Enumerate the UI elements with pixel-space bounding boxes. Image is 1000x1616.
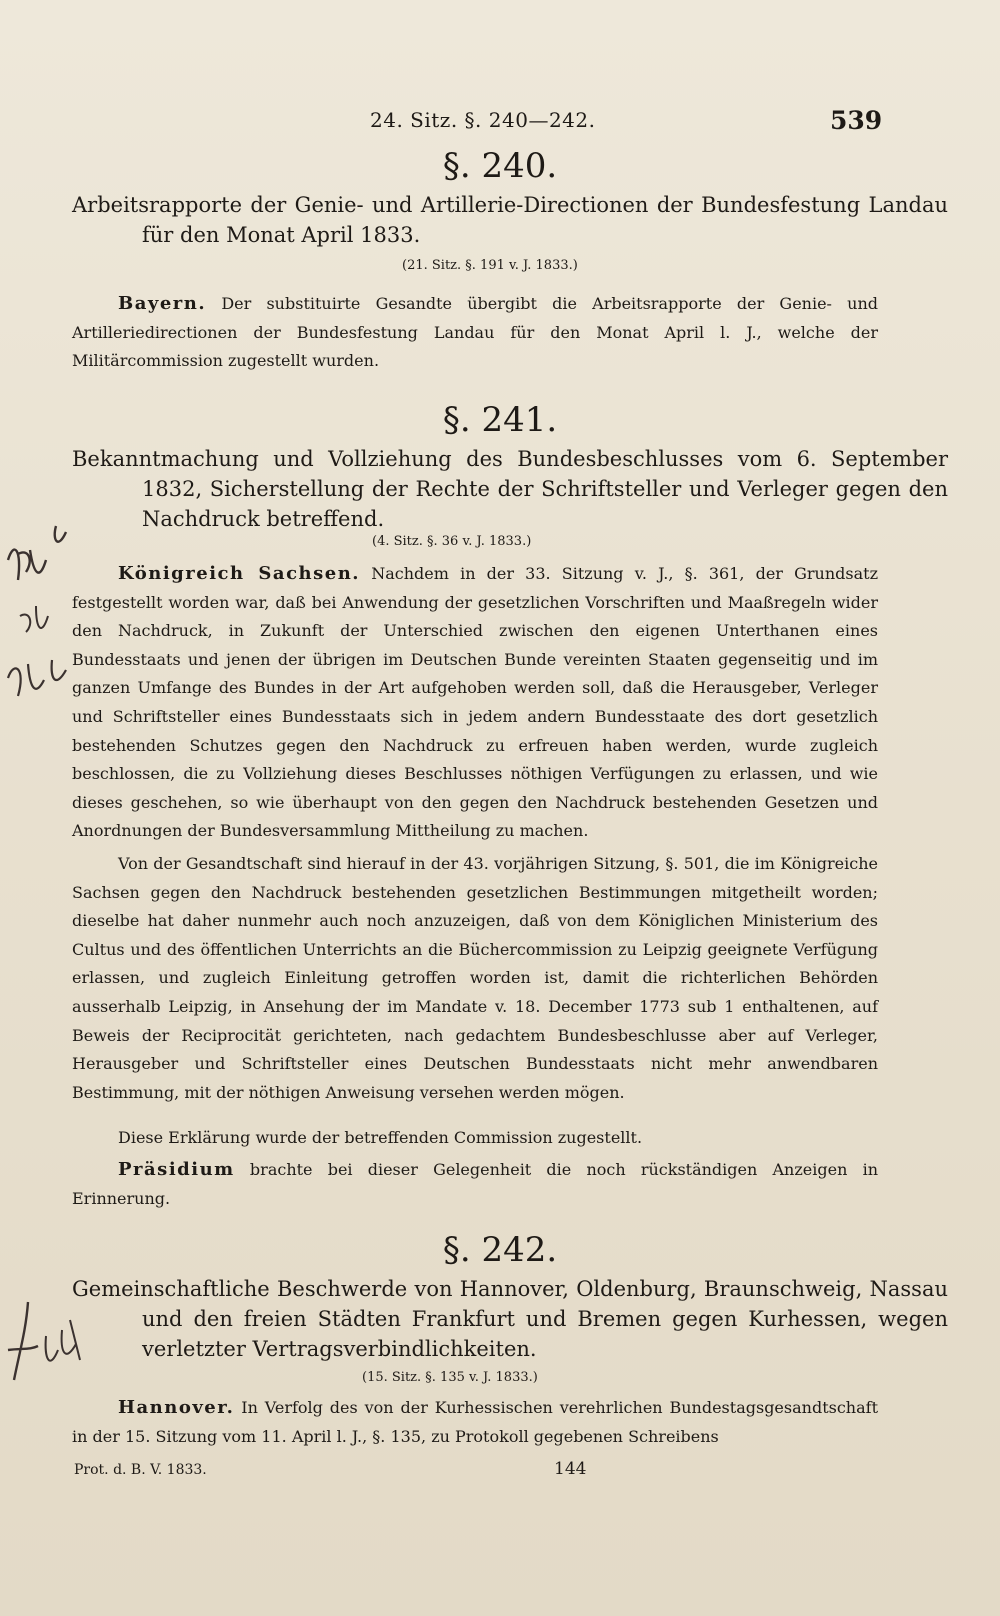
- section-241-title: Bekanntmachung und Vollziehung des Bundesbeschlusses vom 6. September 1832, Sicherstellung der Rechte der Schriftsteller und Verleger gegen den Nachdruck betreffend.: [72, 447, 948, 531]
- section-242-text: In Verfolg des von der Kurhessischen verehrlichen Bundestagsgesandtschaft in der 15. Sitzung vom 11. April l. J., §. 135, zu Protokoll gegebenen Schreibens: [72, 1398, 878, 1446]
- section-242-lead: Hannover.: [118, 1397, 235, 1418]
- section-241-paragraph-4: [72, 1156, 878, 1213]
- section-241-paragraph-2: Von der Gesandtschaft sind hierauf in der 43. vorjährigen Sitzung, §. 501, die im Königreiche Sachsen gegen den Nachdruck bestehenden gesetzlichen Bestimmungen mitgetheilt worden; dieselbe hat daher nunmehr auch noch anzuzeigen, daß von dem Königlichen Ministerium des Cultus und des öffentlichen Unterrichts an die Büchercommission zu Leipzig geeignete Verfügung erlassen, und zugleich Einleitung getroffen worden ist, damit die richterlichen Behörden ausserhalb Leipzig, in Ansehung der im Mandate v. 18. December 1773 sub 1 enthaltenen, auf Beweis der Reciprocität gerichteten, nach gedachtem Bundesbeschlusse aber auf Verleger, Herausgeber und Schriftsteller eines Deutschen Bundesstaats nicht mehr anwendbaren Bestimmung, mit der nöthigen Anweisung versehen werden mögen.: [72, 854, 878, 1102]
- running-head: [0, 108, 1000, 138]
- section-241-lead: Königreich Sachsen.: [118, 563, 361, 584]
- section-242-paragraph: [72, 1394, 878, 1451]
- section-241-paragraph-1: [72, 560, 878, 846]
- section-240-lead: Bayern.: [118, 293, 207, 314]
- handwritten-margin-note-1: [0, 520, 90, 720]
- section-240-number: §. 240.: [442, 146, 558, 186]
- section-240-reference: (21. Sitz. §. 191 v. J. 1833.): [402, 258, 578, 273]
- page-number: 539: [830, 106, 883, 135]
- section-240-text: Der substituirte Gesandte übergibt die Arbeitsrapporte der Genie- und Artilleriedirectionen der Bundesfestung Landau für den Monat April l. J., welche der Militärcommission zugestellt wurden.: [72, 294, 878, 371]
- footer-signature: 144: [554, 1459, 587, 1479]
- praesidium-lead: Präsidium: [118, 1159, 235, 1180]
- section-242-reference: (15. Sitz. §. 135 v. J. 1833.): [362, 1370, 538, 1385]
- section-241-text-1: Nachdem in der 33. Sitzung v. J., §. 361, der Grundsatz festgestellt worden war, daß bei Anwendung der gesetzlichen Vorschriften und Maaßregeln wider den Nachdruck, in Zukunft der Unterschied zwischen den eigenen Unterthanen eines Bundesstaats und jenen der übrigen im Deutschen Bunde vereinten Staaten gegenseitig und im ganzen Umfange des Bundes in der Art aufgehoben werden soll, daß die Herausgeber, Verleger und Schriftsteller eines Bundesstaats sich in jedem andern Bundesstaate des dort gesetzlich bestehenden Schutzes gegen den Nachdruck zu erfreuen haben werden, wurde zugleich beschlossen, die zu Vollziehung dieses Beschlusses nöthigen Verfügungen zu erlassen, und wie dieses geschehen, so wie überhaupt von den gegen den Nachdruck bestehenden Gesetzen und Anordnungen der Bundesversammlung Mittheilung zu machen.: [72, 564, 878, 841]
- section-241-number: §. 241.: [442, 400, 558, 440]
- running-title: 24. Sitz. §. 240—242.: [370, 108, 596, 132]
- section-242-title: Gemeinschaftliche Beschwerde von Hannover, Oldenburg, Braunschweig, Nassau und den freien Städten Frankfurt und Bremen gegen Kurhessen, wegen verletzter Vertragsverbindlichkeiten.: [72, 1277, 948, 1361]
- section-242-number: §. 242.: [442, 1230, 558, 1270]
- section-241-text-4: brachte bei dieser Gelegenheit die noch rückständigen Anzeigen in Erinnerung.: [72, 1160, 879, 1208]
- section-241-reference: (4. Sitz. §. 36 v. J. 1833.): [372, 534, 532, 549]
- section-240-paragraph: [72, 290, 878, 376]
- section-241-paragraph-3: Diese Erklärung wurde der betreffenden Commission zugestellt.: [118, 1128, 643, 1147]
- section-240-title: Arbeitsrapporte der Genie- und Artillerie-Directionen der Bundesfestung Landau für den Monat April 1833.: [72, 193, 948, 247]
- footer-protocol: Prot. d. B. V. 1833.: [74, 1462, 207, 1478]
- handwritten-margin-note-2: [0, 1290, 90, 1420]
